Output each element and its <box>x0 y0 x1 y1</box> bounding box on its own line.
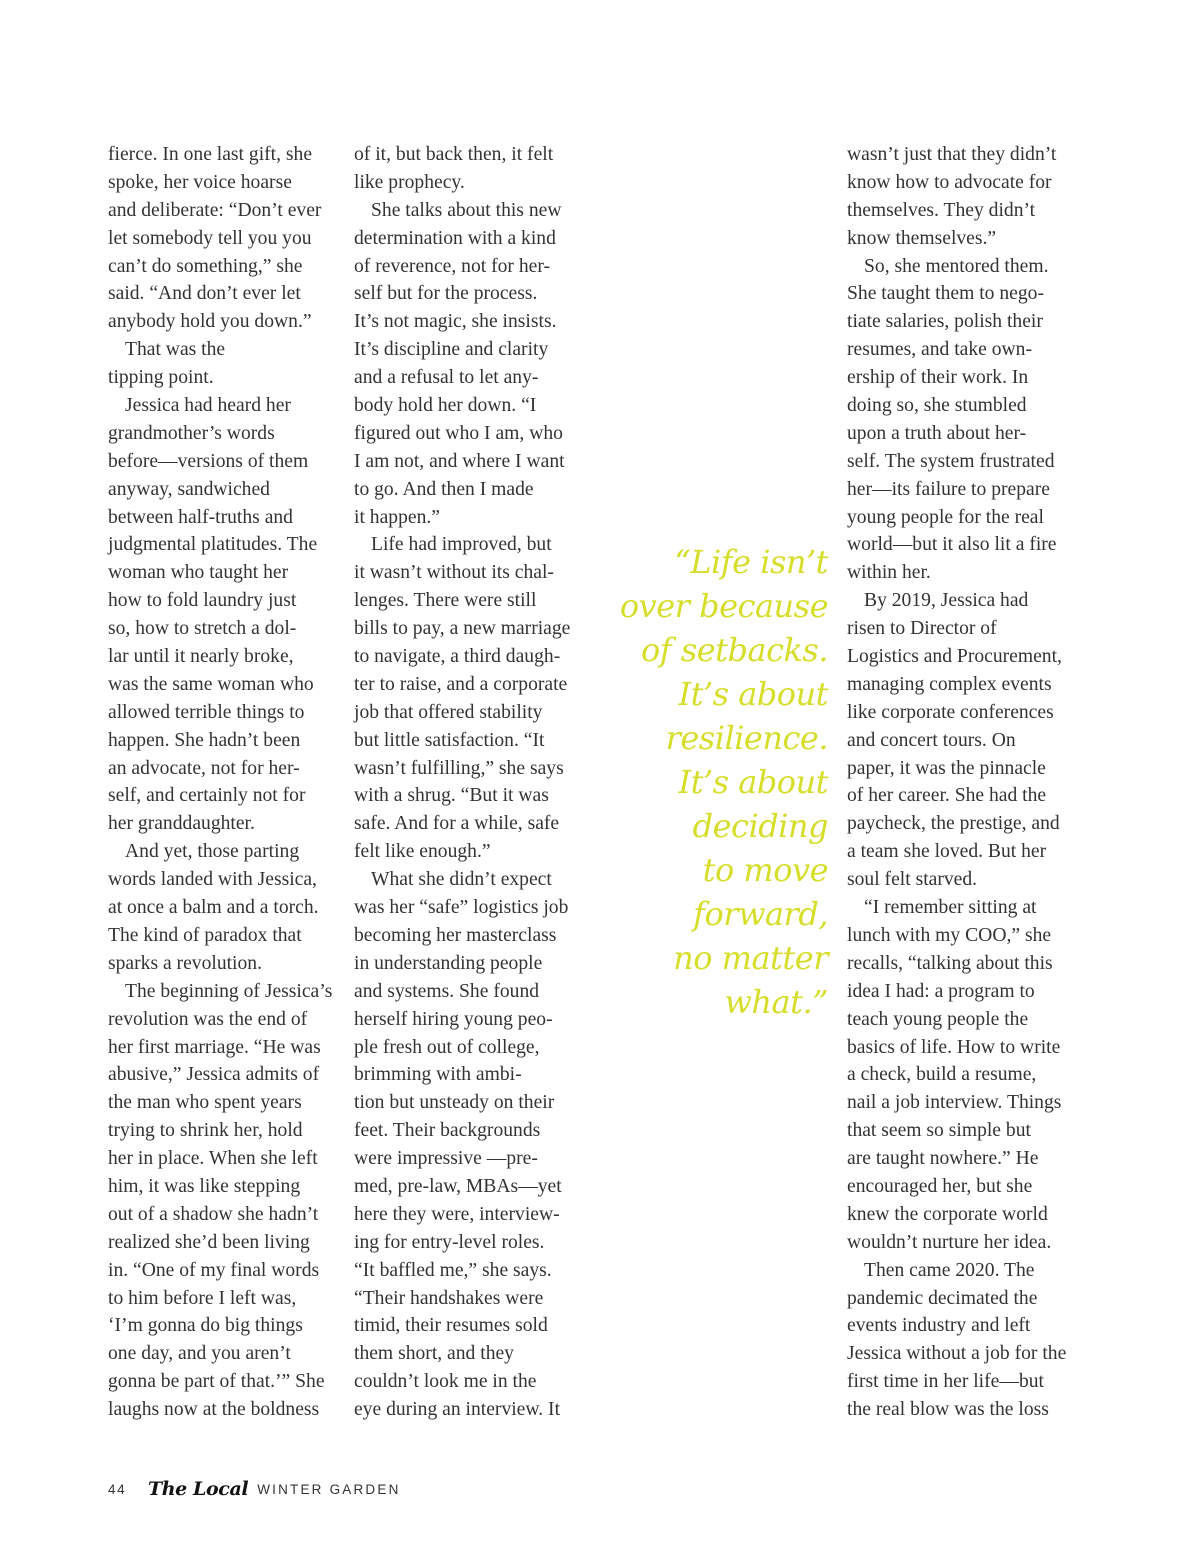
text-line: so, how to stretch a dol- <box>108 618 297 640</box>
pull-quote-line: what.” <box>724 983 828 1021</box>
text-line: like prophecy. <box>354 171 465 193</box>
text-line: ter to raise, and a corporate <box>354 673 568 695</box>
text-line: themselves. They didn’t <box>847 199 1036 221</box>
text-line: to go. And then I made <box>354 478 534 500</box>
text-line: ership of their work. In <box>847 367 1029 389</box>
text-line: encouraged her, but she <box>847 1175 1033 1197</box>
text-line: in understanding people <box>354 952 543 974</box>
text-line: herself hiring young peo- <box>354 1008 553 1030</box>
text-line: and deliberate: “Don’t ever <box>108 199 322 221</box>
text-line: here they were, interview- <box>354 1203 560 1225</box>
text-line: tion but unsteady on their <box>354 1092 555 1114</box>
text-line: She talks about this new <box>371 199 562 221</box>
text-line: like corporate conferences <box>847 701 1054 723</box>
text-line: to him before I left was, <box>108 1287 297 1309</box>
text-line: By 2019, Jessica had <box>864 590 1029 612</box>
text-line: realized she’d been living <box>108 1231 310 1253</box>
text-line: woman who taught her <box>108 562 289 584</box>
text-line: Jessica without a job for the <box>847 1343 1067 1365</box>
text-line: ‘I’m gonna do big things <box>108 1315 303 1337</box>
text-line: feet. Their backgrounds <box>354 1120 541 1142</box>
text-line: The kind of paradox that <box>108 924 302 946</box>
page-number: 44 <box>108 1481 127 1497</box>
text-line: world—but it also lit a fire <box>847 534 1057 556</box>
text-line: can’t do something,” she <box>108 255 303 277</box>
text-line: young people for the real <box>847 506 1044 528</box>
text-line: The beginning of Jessica’s <box>125 980 333 1002</box>
text-line: with a shrug. “But it was <box>354 785 549 807</box>
text-line: know themselves.” <box>847 227 997 249</box>
text-line: self but for the process. <box>354 283 538 305</box>
pull-quote-line: deciding <box>692 807 828 845</box>
text-line: eye during an interview. It <box>354 1399 561 1421</box>
text-line: of reverence, not for her- <box>354 255 550 277</box>
text-line: trying to shrink her, hold <box>108 1120 303 1142</box>
text-line: wasn’t fulfilling,” she says <box>354 757 564 779</box>
text-line: soul felt starved. <box>847 869 978 891</box>
text-line: the real blow was the loss <box>847 1399 1049 1421</box>
text-line: spoke, her voice hoarse <box>108 171 292 193</box>
text-line: recalls, “talking about this <box>847 952 1053 974</box>
text-line: between half-truths and <box>108 506 293 528</box>
text-line: it wasn’t without its chal- <box>354 562 554 584</box>
text-line: and systems. She found <box>354 980 540 1002</box>
text-line: determination with a kind <box>354 227 556 249</box>
text-line: her granddaughter. <box>108 813 255 835</box>
text-line: “It baffled me,” she says. <box>354 1259 552 1281</box>
text-line: of her career. She had the <box>847 785 1047 807</box>
text-line: was the same woman who <box>108 673 314 695</box>
text-line: abusive,” Jessica admits of <box>108 1064 320 1086</box>
text-line: lunch with my COO,” she <box>847 924 1052 946</box>
text-line: to navigate, a third daugh- <box>354 646 561 668</box>
text-line: a team she loved. But her <box>847 841 1047 863</box>
text-line: ing for entry-level roles. <box>354 1231 545 1253</box>
text-line: med, pre-law, MBAs—yet <box>354 1175 562 1197</box>
text-line: revolution was the end of <box>108 1008 308 1030</box>
page-footer <box>108 1476 401 1502</box>
text-line: was her “safe” logistics job <box>354 897 569 919</box>
text-line: let somebody tell you you <box>108 227 312 249</box>
pull-quote-line: “Life isn’t <box>674 543 828 581</box>
pull-quote-line: to move <box>702 851 828 889</box>
text-line: pandemic decimated the <box>847 1287 1038 1309</box>
text-line: allowed terrible things to <box>108 701 305 723</box>
text-line: lar until it nearly broke, <box>108 646 294 668</box>
text-line: What she didn’t expect <box>371 869 552 891</box>
text-line: happen. She hadn’t been <box>108 729 301 751</box>
text-line: laughs now at the boldness <box>108 1399 320 1421</box>
text-line: doing so, she stumbled <box>847 395 1027 417</box>
text-line: becoming her masterclass <box>354 924 557 946</box>
text-line: fierce. In one last gift, she <box>108 144 313 165</box>
text-line: So, she mentored them. <box>864 255 1049 277</box>
text-line: resumes, and take own- <box>847 339 1032 361</box>
text-line: job that offered stability <box>354 701 543 723</box>
text-line: figured out who I am, who <box>354 422 563 444</box>
text-line: them short, and they <box>354 1343 514 1365</box>
text-line: Life had improved, but <box>371 534 552 556</box>
text-line: brimming with ambi- <box>354 1064 522 1086</box>
text-line: of it, but back then, it felt <box>354 144 554 165</box>
text-line: know how to advocate for <box>847 171 1052 193</box>
text-line: Logistics and Procurement, <box>847 646 1062 668</box>
article-column-3 <box>847 141 1087 1424</box>
text-line: before—versions of them <box>108 450 309 472</box>
text-line: couldn’t look me in the <box>354 1371 537 1393</box>
text-line: and a refusal to let any- <box>354 367 539 389</box>
text-line: gonna be part of that.’” She <box>108 1371 325 1393</box>
text-line: bills to pay, a new marriage <box>354 618 571 640</box>
pull-quote-line: no matter <box>673 939 828 977</box>
text-line: one day, and you aren’t <box>108 1343 291 1365</box>
text-line: timid, their resumes sold <box>354 1315 548 1337</box>
text-line: body hold her down. “I <box>354 395 537 417</box>
text-line: within her. <box>847 562 931 584</box>
text-line: idea I had: a program to <box>847 980 1035 1002</box>
text-line: and concert tours. On <box>847 729 1016 751</box>
text-line: him, it was like stepping <box>108 1175 301 1197</box>
text-line: judgmental platitudes. The <box>108 534 318 556</box>
text-line: Jessica had heard her <box>125 395 291 417</box>
text-line: wouldn’t nurture her idea. <box>847 1231 1052 1253</box>
text-line: sparks a revolution. <box>108 952 262 974</box>
text-line: events industry and left <box>847 1315 1031 1337</box>
text-line: I am not, and where I want <box>354 450 565 472</box>
text-line: her in place. When she left <box>108 1148 318 1170</box>
text-line: anyway, sandwiched <box>108 478 270 500</box>
article-column-2 <box>354 141 596 1424</box>
text-line: tiate salaries, polish their <box>847 311 1043 333</box>
text-line: self, and certainly not for <box>108 785 306 807</box>
text-line: knew the corporate world <box>847 1203 1048 1225</box>
text-line: anybody hold you down.” <box>108 311 312 333</box>
text-line: were impressive —pre- <box>354 1148 538 1170</box>
text-line: nail a job interview. Things <box>847 1092 1062 1114</box>
text-line: grandmother’s words <box>108 422 275 444</box>
text-line: are taught nowhere.” He <box>847 1148 1039 1170</box>
pull-quote-line: of setbacks. <box>641 631 828 669</box>
text-line: ple fresh out of college, <box>354 1036 540 1058</box>
text-line: paper, it was the pinnacle <box>847 757 1046 779</box>
text-line: an advocate, not for her- <box>108 757 300 779</box>
text-line: lenges. There were still <box>354 590 537 612</box>
text-line: “I remember sitting at <box>864 897 1037 919</box>
article-column-1 <box>108 141 350 1424</box>
text-line: It’s not magic, she insists. <box>354 311 557 333</box>
text-line: teach young people the <box>847 1008 1029 1030</box>
pull-quote <box>600 540 828 1024</box>
text-line: upon a truth about her- <box>847 422 1027 444</box>
text-line: tipping point. <box>108 367 214 389</box>
text-line: her—its failure to prepare <box>847 478 1050 500</box>
text-line: managing complex events <box>847 673 1052 695</box>
text-line: that seem so simple but <box>847 1120 1031 1142</box>
text-line: a check, build a resume, <box>847 1064 1037 1086</box>
text-line: “Their handshakes were <box>354 1287 544 1309</box>
text-line: felt like enough.” <box>354 841 491 863</box>
edition-name: WINTER GARDEN <box>257 1481 401 1497</box>
text-line: safe. And for a while, safe <box>354 813 560 835</box>
text-line: but little satisfaction. “It <box>354 729 545 751</box>
text-line: in. “One of my final words <box>108 1259 320 1281</box>
text-line: how to fold laundry just <box>108 590 297 612</box>
pull-quote-line: It’s about <box>678 675 828 713</box>
text-line: paycheck, the prestige, and <box>847 813 1060 835</box>
text-line: risen to Director of <box>847 618 997 640</box>
text-line: her first marriage. “He was <box>108 1036 321 1058</box>
pull-quote-line: over because <box>619 587 828 625</box>
text-line: words landed with Jessica, <box>108 869 317 891</box>
pull-quote-line: forward, <box>693 895 828 933</box>
text-line: She taught them to nego- <box>847 283 1044 305</box>
text-line: at once a balm and a torch. <box>108 897 319 919</box>
text-line: Then came 2020. The <box>864 1259 1035 1281</box>
text-line: wasn’t just that they didn’t <box>847 144 1057 165</box>
text-line: And yet, those parting <box>125 841 300 863</box>
text-line: first time in her life—but <box>847 1371 1044 1393</box>
text-line: That was the <box>125 339 226 361</box>
text-line: self. The system frustrated <box>847 450 1055 472</box>
pull-quote-line: resilience. <box>665 719 828 757</box>
text-line: said. “And don’t ever let <box>108 283 301 305</box>
pull-quote-line: It’s about <box>678 763 828 801</box>
text-line: basics of life. How to write <box>847 1036 1061 1058</box>
text-line: It’s discipline and clarity <box>354 339 549 361</box>
text-line: out of a shadow she hadn’t <box>108 1203 319 1225</box>
text-line: the man who spent years <box>108 1092 302 1114</box>
magazine-logo: The Local <box>148 1478 249 1500</box>
text-line: it happen.” <box>354 506 440 528</box>
